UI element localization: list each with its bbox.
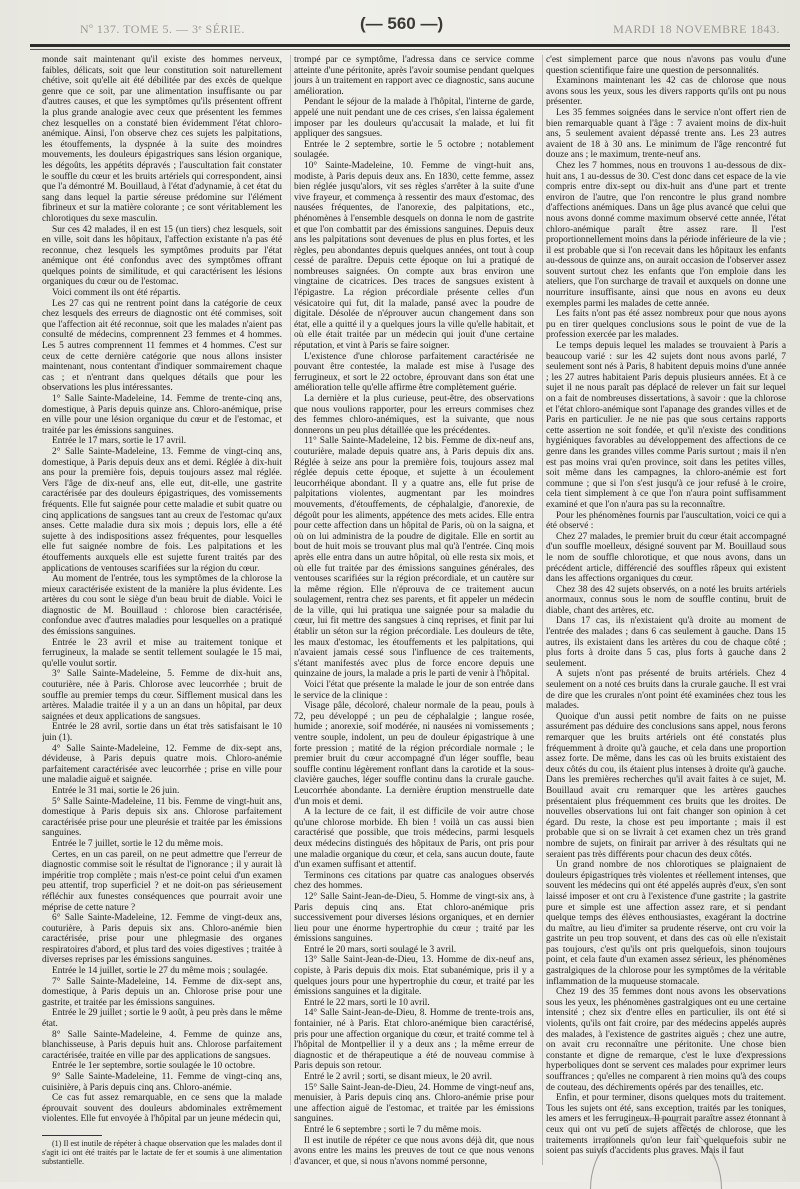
paragraph: Certes, en un cas pareil, on ne peut admettre que l'erreur de diagnostic commise soit le résultat de l'ignorance ; il y aurait là impéritie trop complète ; mais n'est-ce point celui d'un examen peu attentif, trop superficiel ? et ne doit-on pas sérieusement réfléchir aux funestes conséquences que pourrait avoir une méprise de cette nature ?	[42, 849, 282, 913]
paragraph: Les faits n'ont pas été assez nombreux pour que nous ayons pu en tirer quelques conclusions sous le point de vue de la profession exercée par les malades.	[546, 309, 786, 341]
paragraph: La dernière et la plus curieuse, peut-être, des observations que nous voulions rapporter, pour les erreurs commises chez des femmes chloro-anémiques, est la suivante, que nous donnerons un peu plus détaillée que les précédentes.	[294, 394, 534, 436]
paragraph: Pour les phénomènes fournis par l'auscultation, voici ce qui a été observé :	[546, 510, 786, 532]
paragraph: Examinons maintenant les 42 cas de chlorose que nous avons sous les yeux, sous les divers rapports qu'ils ont pu nous présenter.	[546, 76, 786, 108]
paragraph: Entrée le 17 mars, sortie le 17 avril.	[52, 436, 187, 447]
case-paragraph: 8° Salle Sainte-Madeleine, 4. Femme de quinze ans, blanchisseuse, à Paris depuis huit ans. Chlorose parfaitement caractérisée, traitée en ville par des applications de sangsues.	[42, 1029, 282, 1061]
paragraph: Visage pâle, décoloré, chaleur normale de la peau, pouls à 72, peu développé ; un peu de céphalalgie ; langue rosée, humide ; anorexie, soif modérée, ni nausées ni vomissements ; ventre souple, indolent, un peu de douleur épigastrique à une forte pression ; matité de la région précordiale normale ; le premier bruit du cœur accompagné d'un léger souffle, beau souffle continu légèrement ronflant dans la carotide et la sous-clavière gauches, léger souffle continu dans la crurale gauche. Leucorrhée abondante. La dernière éruption menstruelle date d'un mois et demi.	[294, 701, 534, 807]
page-number: (— 560 —)	[360, 14, 444, 33]
paragraph: Enfin, et pour terminer, disons quelques mots du traitement. Tous les sujets ont été, sans exception, traités par les toniques, les amers et les ferrugineux. Il pourrait paraître assez étonnant à ceux qui ont vu peu de sujets affectés de chlorose, que les traitements irrationnels qu'on leur fait quelquefois subir ne soient pas suivis d'accidents plus graves. Mais il faut	[546, 1093, 786, 1157]
header-date: MARDI 18 NOVEMBRE 1843.	[613, 22, 780, 36]
case-paragraph: 2° Salle Sainte-Madeleine, 13. Femme de vingt-cinq ans, domestique, à Paris depuis deux ans et demi. Réglée à dix-huit ans pour la première fois, depuis toujours assez mal réglée. Vers l'âge de dix-neuf ans, elle eut, dit-elle, une gastrite caractérisée par des douleurs épigastriques, des vomissements fréquents. Elle fut saignée pour cette maladie et subit quatre ou cinq applications de sangsues tant au creux de l'estomac qu'aux anses. Cette maladie dura six mois ; depuis lors, elle a été sujette à des indispositions assez fréquentes, pour lesquelles elle fut saignée nombre de fois. Les palpitations et les étouffements auxquels elle est sujette furent traités par des applications de ventouses scarifiées sur la région du cœur.	[42, 446, 282, 574]
paragraph: Entré le 20 mars, sorti soulagé le 3 avril.	[304, 944, 457, 955]
paragraph: Entrée le 28 avril, sortie dans un état très satisfaisant le 10 juin (1).	[42, 722, 282, 743]
case-paragraph: 3° Salle Sainte-Madeleine, 5. Femme de dix-huit ans, couturière, née à Paris. Chlorose avec leucorrhée ; bruit de souffle au premier temps du cœur. Sifflement musical dans les artères. Maladie traitée il y a un an dans un hôpital, par deux saignées et deux applications de sangsues.	[42, 669, 282, 722]
paragraph: Les 27 cas qui ne rentrent point dans la catégorie de ceux chez lesquels des erreurs de diagnostic ont été commises, soit que l'affection ait été reconnue, soit que les malades n'aient pas consulté de médecins, comprennent 23 femmes et 4 hommes. Les 5 autres comprennent 11 femmes et 4 hommes. C'est sur ceux de cette dernière catégorie que nous allons insister maintenant, nous contentant d'indiquer sommairement chaque cas ; et n'entrant dans quelques détails que pour les observations les plus intéressantes.	[42, 298, 282, 394]
paragraph: Entrée le 2 septembre, sortie le 5 octobre ; notablement soulagée.	[294, 139, 534, 161]
paragraph: Terminons ces citations par quatre cas analogues observés chez des hommes.	[294, 870, 534, 892]
paragraph: Voici l'état que présente la malade le jour de son entrée dans le service de la clinique :	[294, 680, 534, 701]
case-paragraph: 11° Salle Sainte-Madeleine, 12 bis. Femme de dix-neuf ans, couturière, malade depuis quatre ans, à Paris depuis dix ans. Réglée à seize ans pour la première fois, toujours assez mal réglée depuis cette époque, et sujette à un écoulement leucorrhéique abondant. Il y a quatre ans, elle fut prise de palpitations violentes, augmentant par les moindres mouvements, d'étouffements, de céphalalgie, d'anorexie, de dégoût pour les aliments, appétence des mets acides. Elle entra pour cette affection dans un hôpital de Paris, où on la saigna, et où on lui administra de la poudre de digitale. Elle en sortit au bout de huit mois se trouvant plus mal qu'à l'entrée. Cinq mois après elle entra dans un autre hôpital, où elle resta six mois, et où elle fut traitée par des émissions sanguines générales, des ventouses scarifiées sur la région précordiale, et un cautère sur la même région. Elle n'éprouva de ce traitement aucun soulagement, rentra chez ses parents, et fit appeler un médecin de la ville, qui lui pratiqua une saignée pour sa maladie du cœur, lui fit mettre des sangsues à cinq reprises, et finit par lui établir un séton sur la région précordiale. Les douleurs de tête, les maux d'estomac, les étouffements et les palpitations, qui n'avaient jamais cessé sous l'influence de ces traitements, s'étant manifestés avec plus de force encore depuis une quinzaine de jours, la malade a pris le parti de venir à l'hôpital.	[294, 436, 534, 680]
header-rule-thin	[30, 49, 790, 50]
page-header	[40, 8, 790, 42]
paragraph: Sur ces 42 malades, il en est 15 (un tiers) chez lesquels, soit en ville, soit dans les hôpitaux, l'affection existante n'a pas été reconnue, chez lesquels les symptômes produits par l'état anémique ont été confondus avec des symptômes offrant quelques points de similitude, et qui caractérisent les lésions organiques du cœur ou de l'estomac.	[42, 224, 282, 288]
paragraph: Chez 19 des 35 femmes dont nous avons les observations sous les yeux, les phénomènes gastralgiques ont eu une certaine intensité ; chez six d'entre elles en particulier, ils ont été si violents, qu'ils ont fait croire, par des médecins appelés auprès des malades, à l'existence de gastrites aiguës ; chez une autre, on avait cru reconnaître une péritonite. Une chose bien constante et digne de remarque, c'est le luxe d'expressions hyperboliques dont se servent ces malades pour exprimer leurs souffrances ; qu'elles ne comparent à rien moins qu'à des coups de couteau, des déchirements opérés par des tenailles, etc.	[546, 987, 786, 1093]
case-paragraph: 6° Salle Sainte-Madeleine, 12. Femme de vingt-deux ans, couturière, à Paris depuis six ans. Chloro-anémie bien caractérisée, prise pour une phlegmasie des organes respiratoires d'abord, et plus tard des voies digestives ; traitée à diverses reprises par les émissions sanguines.	[42, 913, 282, 966]
case-paragraph: 15° Salle Saint-Jean-de-Dieu, 24. Homme de vingt-neuf ans, menuisier, à Paris depuis cinq ans. Chloro-anémie prise pour une affection aiguë de l'estomac, et traitée par les émissions sanguines.	[294, 1082, 534, 1125]
column-1	[42, 55, 282, 1170]
paragraph: Pendant le séjour de la malade à l'hôpital, l'interne de garde, appelé une nuit pendant une de ces crises, s'en laissa également imposer par les douleurs qu'accusait la malade, et lui fit appliquer des sangsues.	[294, 97, 534, 140]
paragraph: Entrée le 23 avril et mise au traitement tonique et ferrugineux, la malade se sentit tellement soulagée le 15 mai, qu'elle voulut sortir.	[42, 637, 282, 669]
paragraph: L'existence d'une chlorose parfaitement caractérisée ne pouvant être contestée, la malade est mise à l'usage des ferrugineux, et sort le 22 octobre, éprouvant dans son état une amélioration telle qu'elle affirme être complètement guérie.	[294, 351, 534, 394]
paragraph: Entré le 22 mars, sorti le 10 avril.	[304, 997, 430, 1008]
footnote: (1) Il est inutile de répéter à chaque observation que les malades dont il s'agit ici ont été traités par le lactate de fer et soumis à une alimentation substantielle.	[42, 1138, 282, 1166]
paragraph: Dans 17 cas, ils n'existaient qu'à droite au moment de l'entrée des malades ; dans 6 cas seulement à gauche. Dans 15 autres, ils existaient dans les artères du cou de chaque côté ; plus forts à droite dans 5 cas, plus forts à gauche dans 2 seulement.	[546, 616, 786, 669]
paragraph: Entrée le 7 juillet, sortie le 12 du même mois.	[52, 838, 224, 849]
paragraph: Entrée le 1er septembre, sortie soulagée le 10 octobre.	[52, 1061, 256, 1072]
paragraph: Au moment de l'entrée, tous les symptômes de la chlorose la mieux caractérisée existent de la manière la plus évidente. Les artères du cou sont le siège d'un beau bruit de diable. Voici le diagnostic de M. Bouillaud : chlorose bien caractérisée, confondue avec d'autres maladies pour lesquelles on a pratiqué des émissions sanguines.	[42, 574, 282, 638]
case-paragraph: 14° Salle Saint-Jean-de-Dieu, 8. Homme de trente-trois ans, fontainier, né à Paris. Etat chloro-anémique bien caractérisé, pris pour une affection organique du cœur, et traité comme tel à l'hôpital de Montpellier il y a deux ans ; la même erreur de diagnostic et de thérapeutique a été de nouveau commise à Paris depuis son retour.	[294, 1008, 534, 1072]
case-paragraph: 7° Salle Sainte-Madeleine, 14. Femme de dix-sept ans, domestique, à Paris depuis un an. Chlorose prise pour une gastrite, et traitée par les émissions sanguines.	[42, 976, 282, 1008]
header-rule	[30, 44, 790, 47]
paragraph: c'est simplement parce que nous n'avons pas voulu d'une question scientifique faire une question de personnalités.	[546, 55, 786, 76]
footnote-rule	[42, 1135, 102, 1136]
case-paragraph: 10° Sainte-Madeleine, 10. Femme de vingt-huit ans, modiste, à Paris depuis deux ans. En 1830, cette femme, assez bien réglée jusqu'alors, vit ses règles s'arrêter à la suite d'une vive frayeur, et commença à ressentir des maux d'estomac, des nausées fréquentes, de l'anorexie, des palpitations, etc., phénomènes à l'ensemble desquels on donna le nom de gastrite et que l'on combattit par des émissions sanguines. Depuis deux ans les palpitations sont devenues de plus en plus fortes, et les règles, peu abondantes depuis quelques années, ont tout à coup cessé de paraître. Depuis cette époque on lui a pratiqué de nombreuses saignées. On compte aux bras environ une vingtaine de cicatrices. Des traces de sangsues existent à l'épigastre. La région précordiale présente celles d'un vésicatoire qui fut, dit la malade, pansé avec la poudre de digitale. Désolée de n'éprouver aucun changement dans son état, elle a quitté il y a quelques jours la ville qu'elle habitait, et où elle était traitée par un médecin qui jouit d'une certaine réputation, et vint à Paris se faire soigner.	[294, 160, 534, 352]
paragraph: Quoique d'un aussi petit nombre de faits on ne puisse assurément pas déduire des conclusions sans appel, nous ferons remarquer que les bruits artériels ont été constatés plus fréquemment à droite qu'à gauche, et cela dans une proportion assez forte. De même, dans les cas où les bruits existaient des deux côtés du cou, ils étaient plus intenses à droite qu'à gauche. Dans les premières recherches qu'il avait faites à ce sujet, M. Bouillaud avait cru remarquer que les artères gauches présentaient plus fréquemment ces bruits que les droites. De nouvelles observations lui ont fait changer son opinion à cet égard. Du reste, la chose est peu importante ; mais il est probable que si on se livrait à cet examen chez un très grand nombre de sujets, on finirait par arriver à des résultats qui ne seraient pas très différents pour chacun des deux côtés.	[546, 711, 786, 860]
paragraph: Ce cas fut assez remarquable, en ce sens que la malade éprouvait souvent des douleurs abdominales extrêmement violentes. Elle fut envoyée à l'hôpital par un jeune médecin qui,	[42, 1093, 282, 1125]
paragraph: Entrée le 14 juillet, sortie le 27 du même mois ; soulagée.	[52, 966, 268, 977]
paragraph: Il est inutile de répéter ce que nous avons déjà dit, que nous avons entre les mains les preuves de tout ce que nous venons d'avancer, et que, si nous n'avons nommé personne,	[294, 1135, 534, 1167]
case-paragraph: 13° Salle Saint-Jean-de-Dieu, 13. Homme de dix-neuf ans, copiste, à Paris depuis dix mois. Etat subanémique, pris il y a quelques jours pour une hypertrophie du cœur, et traité par les émissions sanguines et la digitale.	[294, 955, 534, 998]
paragraph: Entré le 6 septembre ; sorti le 7 du même mois.	[304, 1124, 482, 1135]
paragraph: Chez 38 des 42 sujets observés, on a noté les bruits artériels anormaux, connus sous le nom de souffle continu, bruit de diable, chant des artères, etc.	[546, 584, 786, 616]
column-2	[294, 55, 534, 1170]
paragraph: Les 35 femmes soignées dans le service n'ont offert rien de bien remarquable quant à l'âge : 7 avaient moins de dix-huit ans, 5 seulement avaient dépassé trente ans. Les 23 autres avaient de 18 à 30 ans. Le minimum de l'âge rencontré fut douze ans ; le maximum, trente-neuf ans.	[546, 107, 786, 161]
case-paragraph: 4° Salle Sainte-Madeleine, 12. Femme de dix-sept ans, dévideuse, à Paris depuis quatre mois. Chloro-anémie parfaitement caractérisée avec leucorrhée ; prise en ville pour une maladie aiguë et saignée.	[42, 743, 282, 786]
paragraph: Chez les 7 hommes, nous en trouvons 1 au-dessous de dix-huit ans, 1 au-dessus de 30. C'est donc dans cet espace de la vie compris entre dix-sept ou dix-huit ans d'une part et trente environ de l'autre, que l'on rencontre le plus grand nombre d'affections anémiques. Dans un âge plus avancé que celui que nous avons donné comme maximum observé cette année, l'état chloro-anémique paraît être assez rare. Il l'est proportionnellement moins dans la période inférieure de la vie ; il est probable que si l'on recevait dans les hôpitaux les enfants au-dessous de quinze ans, on aurait occasion de l'observer assez souvent surtout chez les enfants que l'on emploie dans les ateliers, que l'on surcharge de travail et auxquels on donne une nourriture insuffisante, ainsi que nous en avons eu deux exemples parmi les malades de cette année.	[546, 160, 786, 309]
paragraph: Entré le 2 avril ; sorti, se disant mieux, le 20 avril.	[304, 1072, 492, 1082]
article-columns	[42, 55, 786, 1170]
paragraph: trompé par ce symptôme, l'adressa dans ce service comme atteinte d'une péritonite, après l'avoir soumise pendant quelques jours à un traitement en rapport avec ce diagnostic, sans aucune amélioration.	[294, 55, 534, 97]
paragraph: Chez 27 malades, le premier bruit du cœur était accompagné d'un souffle moelleux, désigné souvent par M. Bouillaud sous le nom de souffle chlorotique, et que nous avons, dans un précédent article, différencié des souffles râpeux qui existent dans les affections organiques du cœur.	[546, 531, 786, 585]
paragraph: monde sait maintenant qu'il existe des hommes nerveux, faibles, délicats, soit que leur constitution soit naturellement chétive, soit qu'elle ait été débilitée par des excès de quelque genre que ce soit, par une alimentation insuffisante ou par d'autres causes, et que les symptômes qu'ils présentent offrent la plus grande analogie avec ceux que présentent les femmes chez lesquelles on a constaté bien évidemment l'état chloro-anémique. Ainsi, l'on observe chez ces sujets les palpitations, les étouffements, la dyspnée à la suite des moindres mouvements, les douleurs épigastriques sans lésion organique, les dégoûts, les appétits dépravés ; l'auscultation fait constater le souffle du cœur et les bruits artériels qui correspondent, ainsi que l'a démontré M. Bouillaud, à l'état d'adynamie, à cet état du sang dans lequel la partie séreuse prédomine sur l'élément fibrineux et sur la matière colorante ; ce sont véritablement les chlorotiques du sexe masculin.	[42, 55, 282, 224]
case-paragraph: 5° Salle Sainte-Madeleine, 11 bis. Femme de vingt-huit ans, domestique à Paris depuis six ans. Chlorose parfaitement caractérisée prise pour une pleurésie et traitée par les émissions sanguines.	[42, 796, 282, 839]
paragraph: Le temps depuis lequel les malades se trouvaient à Paris a beaucoup varié : sur les 42 sujets dont nous avons parlé, 7 seulement sont nés à Paris, 8 habitent depuis moins d'une année ; les 27 autres habitaient Paris depuis plusieurs années. Et à ce sujet il ne nous paraît pas déplacé de relever un fait sur lequel on a fait de nombreuses dissertations, à savoir : que la chlorose et l'état chloro-anémique sont l'apanage des grandes villes et de Paris en particulier. Je ne nie pas que sous certains rapports cette assertion ne soit fondée, et qu'il n'existe des conditions hygiéniques favorables au développement des affections de ce genre dans les grandes villes comme Paris surtout ; mais il n'en est pas moins vrai qu'en province, soit dans les petites villes, soit même dans les campagnes, la chloro-anémie est fort commune ; que si l'on s'est jusqu'à ce jour refusé à le croire, cela tient simplement à ce que l'on n'aura point suffisamment examiné et que l'on n'aura pas su la reconnaître.	[546, 341, 786, 510]
paragraph: A sujets n'ont pas présenté de bruits artériels. Chez 4 seulement on a noté ces bruits dans la crurale gauche. Il est vrai de dire que les crurales n'ont point été examinées chez tous les malades.	[546, 669, 786, 712]
paragraph: Voici comment ils ont été répartis.	[52, 288, 181, 299]
paragraph: A la lecture de ce fait, il est difficile de voir autre chose qu'une chlorose morbide. Eh bien ! voilà un cas aussi bien caractérisé que possible, que trois médecins, parmi lesquels deux médecins distingués des hôpitaux de Paris, ont pris pour une maladie organique du cœur, et cela, sans aucun doute, faute d'un examen suffisant et attentif.	[294, 807, 534, 871]
case-paragraph: 12° Salle Saint-Jean-de-Dieu, 5. Homme de vingt-six ans, à Paris depuis cinq ans. Etat chloro-anémique pris successivement pour diverses lésions organiques, et en dernier lieu pour une énorme hypertrophie du cœur ; traité par les émissions sanguines.	[294, 891, 534, 945]
case-paragraph: 9° Salle Sainte-Madeleine, 11. Femme de vingt-cinq ans, cuisinière, à Paris depuis cinq ans. Chloro-anémie.	[42, 1072, 282, 1093]
header-issue: Nº 137. TOME 5. — 3ᵉ SÉRIE.	[80, 22, 245, 36]
case-paragraph: 1° Salle Sainte-Madeleine, 14. Femme de trente-cinq ans, domestique, à Paris depuis quinze ans. Chloro-anémique, prise en ville pour une lésion organique du cœur et de l'estomac, et traitée par les émissions sanguines.	[42, 394, 282, 436]
paragraph: Entrée le 29 juillet ; sortie le 9 août, à peu près dans le même état.	[42, 1008, 282, 1030]
paragraph: Entrée le 31 mai, sortie le 26 juin.	[52, 785, 180, 796]
column-3	[546, 55, 786, 1170]
paragraph: Un grand nombre de nos chlorotiques se plaignaient de douleurs épigastriques très violentes et réellement intenses, que souvent les médecins qui ont été appelés auprès d'eux, s'en sont laissé imposer et ont cru à l'existence d'une gastrite ; la gastrite pure et simple est une affection assez rare, et si pendant quelque temps des élèves enthousiastes, exagérant la doctrine du maître, au lieu d'imiter sa prudente réserve, ont cru voir la gastrite un peu trop souvent, et dans des cas où elle n'existait pas toujours, c'est qu'ils ont pris quelquefois, sinon toujours point, et cela faute d'un examen assez sérieux, les phénomènes gastralgiques de la chlorose pour les symptômes de la véritable inflammation de la muqueuse stomacale.	[546, 860, 786, 987]
